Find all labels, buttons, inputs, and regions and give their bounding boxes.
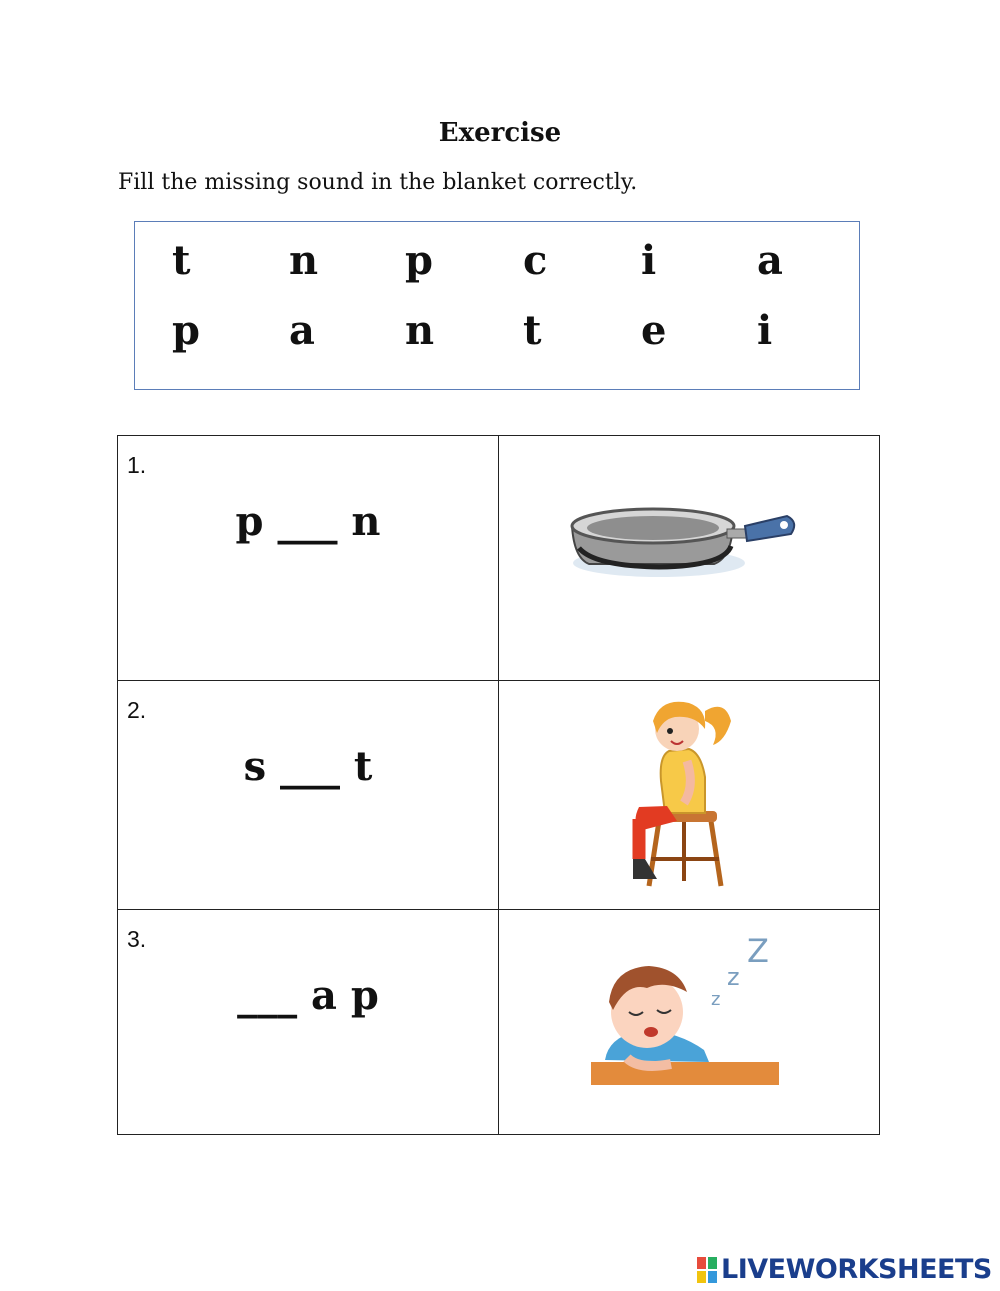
svg-text:Z: Z [747,932,769,970]
word-with-blank: s ___ t [243,743,373,790]
table-row [118,436,880,681]
letter-tile: i [757,307,773,354]
letter-tile: e [641,307,667,354]
letter-tile: t [172,237,191,284]
picture-cell [499,436,880,681]
question-number: 2. [127,697,147,723]
word-with-blank: p ___ n [235,498,381,545]
letter-tile: p [405,237,433,284]
boy-napping-image [499,910,879,1135]
letter-tile: a [289,307,315,354]
letter-bank-row-2 [135,306,859,356]
letter-tile: p [172,307,200,354]
svg-text:z: z [727,963,740,991]
word-cell[interactable] [118,681,499,910]
picture-cell [499,681,880,910]
question-number: 3. [127,926,147,952]
letter-tile: n [405,307,435,354]
girl-sitting-on-stool-image [499,681,879,910]
table-row [118,910,880,1135]
page-title: Exercise [438,118,562,148]
logo-text: LIVEWORKSHEETS [721,1254,992,1285]
word-cell[interactable] [118,436,499,681]
svg-text:z: z [711,989,721,1010]
table-row [118,681,880,910]
picture-cell [499,910,880,1135]
word-cell[interactable] [118,910,499,1135]
letter-tile: a [757,237,783,284]
letter-tile: i [641,237,657,284]
liveworksheets-logo [697,1254,992,1285]
question-number: 1. [127,452,147,478]
letter-tile: t [523,307,542,354]
frying-pan-image [499,436,879,681]
logo-icon [697,1257,717,1283]
letter-bank [134,221,860,390]
letter-tile: c [523,237,548,284]
instruction-text: Fill the missing sound in the blanket correctly. [118,170,638,195]
word-with-blank: ___ a p [237,972,379,1019]
exercise-table [117,435,880,1135]
letter-bank-row-1 [135,236,859,286]
letter-tile: n [289,237,319,284]
